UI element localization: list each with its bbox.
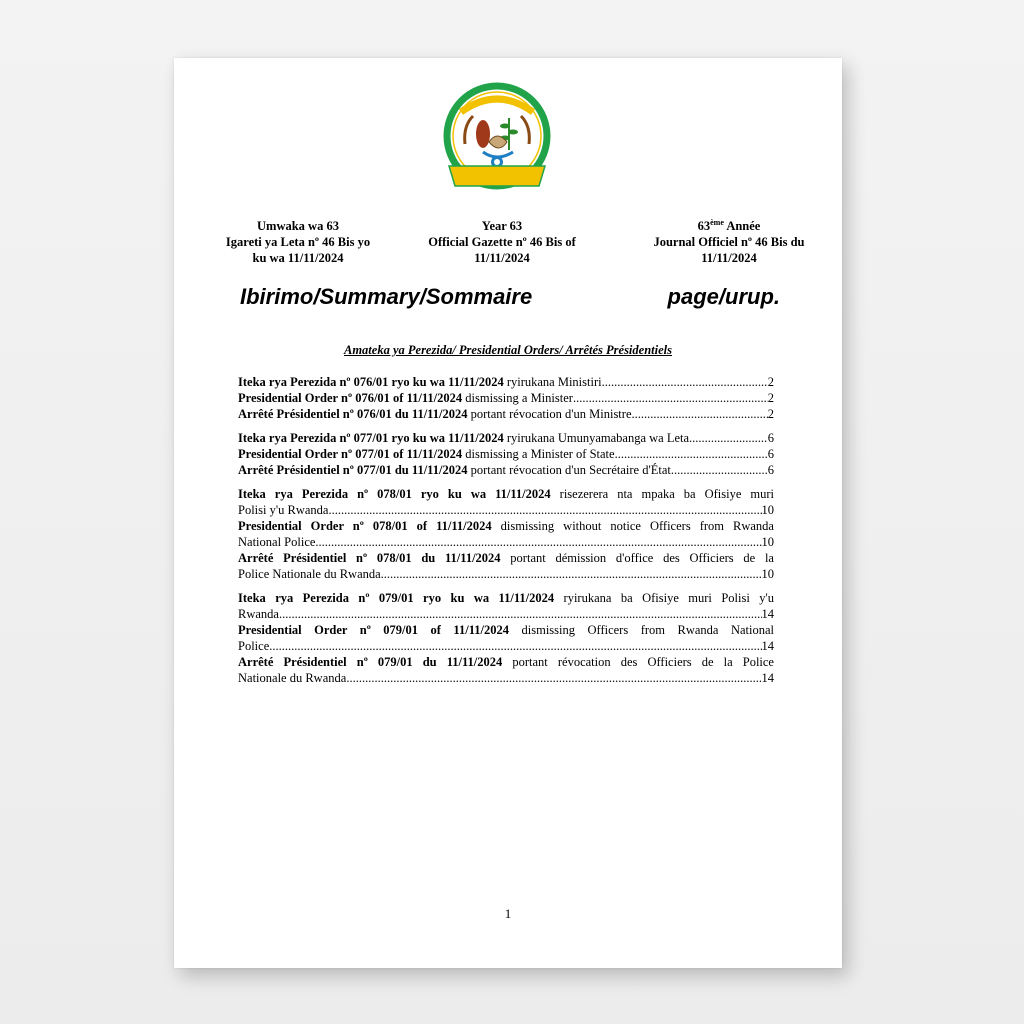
- header-french-year: 63ème Année: [697, 218, 761, 233]
- toc-entry[interactable]: Presidential Order nº 079/01 of 11/11/2024 dismissing Officers from Rwanda National Police ..... 14: [238, 622, 774, 654]
- toc-entry[interactable]: Iteka rya Perezida nº 079/01 ryo ku wa 11/11/2024 ryirukana ba Ofisiye muri Polisi y'u Rwanda ..... 14: [238, 590, 774, 622]
- table-of-contents: [238, 374, 774, 694]
- toc-entry[interactable]: Iteka rya Perezida nº 076/01 ryo ku wa 11/11/2024 ryirukana Ministiri ..... 2: [238, 374, 774, 390]
- header-french: [624, 218, 834, 266]
- page-label: page/urup.: [667, 284, 780, 309]
- gazette-page: [174, 58, 842, 968]
- toc-entry[interactable]: Arrêté Présidentiel nº 079/01 du 11/11/2024 portant révocation des Officiers de la Police Nationale du Rwanda ..... 14: [238, 654, 774, 686]
- toc-entry[interactable]: Arrêté Présidentiel nº 078/01 du 11/11/2024 portant démission d'office des Officiers de la Police Nationale du Rwanda ..... 10: [238, 550, 774, 582]
- header-kinyarwanda-date: ku wa 11/11/2024: [252, 251, 344, 265]
- toc-entry[interactable]: Arrêté Présidentiel nº 077/01 du 11/11/2024 portant révocation d'un Secrétaire d'État ..... 6: [238, 462, 774, 478]
- toc-entry[interactable]: Iteka rya Perezida nº 078/01 ryo ku wa 11/11/2024 risezerera nta mpaka ba Ofisiye muri Polisi y'u Rwanda ..... 10: [238, 486, 774, 518]
- toc-entry[interactable]: Presidential Order nº 078/01 of 11/11/2024 dismissing without notice Officers from Rwanda National Police ..... 10: [238, 518, 774, 550]
- toc-group-079: [238, 590, 774, 686]
- rwanda-coat-of-arms-icon: [443, 82, 551, 198]
- header-kinyarwanda: [198, 218, 398, 266]
- toc-entry[interactable]: Arrêté Présidentiel nº 076/01 du 11/11/2024 portant révocation d'un Ministre ..... 2: [238, 406, 774, 422]
- toc-group-077: [238, 430, 774, 478]
- toc-entry[interactable]: Presidential Order nº 076/01 of 11/11/2024 dismissing a Minister ..... 2: [238, 390, 774, 406]
- header-french-date: 11/11/2024: [701, 251, 757, 265]
- header-english-date: 11/11/2024: [474, 251, 530, 265]
- summary-title: Ibirimo/Summary/Sommaire: [240, 284, 533, 309]
- header-english-gazette: Official Gazette nº 46 Bis of: [428, 235, 576, 249]
- header-kinyarwanda-year: Umwaka wa 63: [257, 219, 339, 233]
- toc-entry[interactable]: Presidential Order nº 077/01 of 11/11/2024 dismissing a Minister of State ..... 6: [238, 446, 774, 462]
- toc-group-076: [238, 374, 774, 422]
- header-english-year: Year 63: [481, 219, 523, 233]
- header-kinyarwanda-gazette: Igareti ya Leta nº 46 Bis yo: [225, 235, 371, 249]
- header-french-gazette: Journal Officiel nº 46 Bis du: [653, 235, 805, 249]
- toc-entry[interactable]: Iteka rya Perezida nº 077/01 ryo ku wa 11/11/2024 ryirukana Umunyamabanga wa Leta ..... 6: [238, 430, 774, 446]
- section-title: Amateka ya Perezida/ Presidential Orders/ Arrêtés Présidentiels: [344, 343, 672, 357]
- header-english: [402, 218, 602, 266]
- summary-heading: [240, 284, 780, 310]
- toc-group-078: [238, 486, 774, 582]
- page-number: 1: [504, 906, 512, 921]
